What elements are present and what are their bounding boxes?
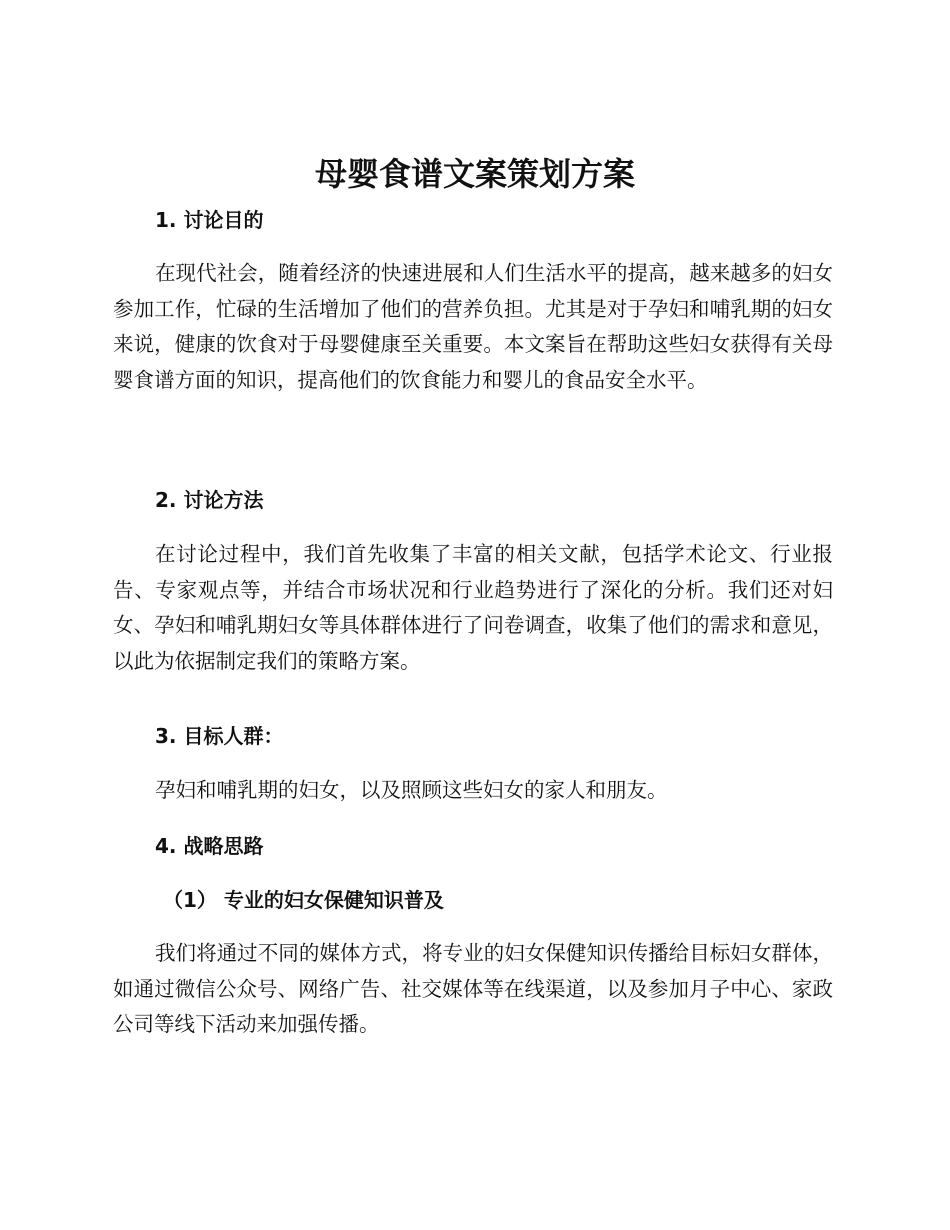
section-2-body: 在讨论过程中，我们首先收集了丰富的相关文献，包括学术论文、行业报告、专家观点等，并结合市场状况和行业趋势进行了深化的分析。我们还对妇女、孕妇和哺乳期妇女等具体群体进行了问卷调查，收集了他们的需求和意见，以此为依据制定我们的策略方案。 [113, 542, 833, 673]
section-4-subheading: （1） 专业的妇女保健知识普及 [163, 888, 444, 912]
document-title: 母婴食谱文案策划方案 [314, 155, 635, 193]
section-4-body: 我们将通过不同的媒体方式，将专业的妇女保健知识传播给目标妇女群体，如通过微信公众号、网络广告、社交媒体等在线渠道，以及参加月子中心、家政公司等线下活动来加强传播。 [113, 941, 833, 1036]
section-1-heading: 1. 讨论目的 [155, 208, 264, 232]
section-2-heading: 2. 讨论方法 [155, 488, 264, 512]
section-4-heading: 4. 战略思路 [155, 834, 264, 858]
section-1-body: 在现代社会，随着经济的快速进展和人们生活水平的提高，越来越多的妇女参加工作，忙碌的生活增加了他们的营养负担。尤其是对于孕妇和哺乳期的妇女来说，健康的饮食对于母婴健康至关重要。本文案旨在帮助这些妇女获得有关母婴食谱方面的知识，提高他们的饮食能力和婴儿的食品安全水平。 [113, 261, 833, 392]
section-3-heading: 3. 目标人群： [155, 724, 284, 748]
section-3-body: 孕妇和哺乳期的妇女，以及照顾这些妇女的家人和朋友。 [155, 778, 668, 802]
